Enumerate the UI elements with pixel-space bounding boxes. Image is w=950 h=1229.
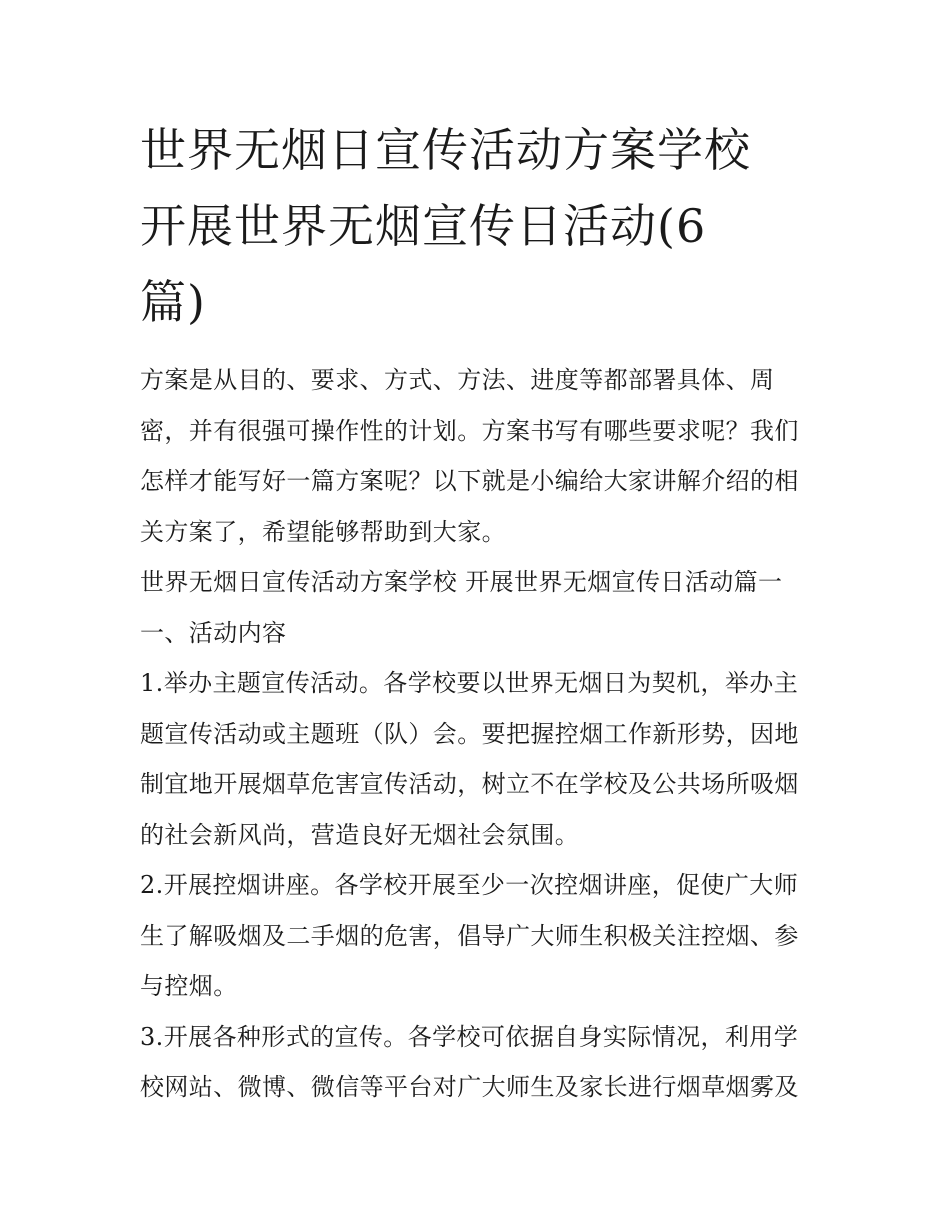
item-1-line-3: 制宜地开展烟草危害宣传活动，树立不在学校及公共场所吸烟 xyxy=(140,770,799,798)
title-line-2: 开展世界无烟宣传日活动(6 xyxy=(140,199,707,253)
title-line-3: 篇) xyxy=(140,275,206,329)
intro-line-3: 怎样才能写好一篇方案呢？以下就是小编给大家讲解介绍的相 xyxy=(140,467,799,495)
item-3-line-2: 校网站、微博、微信等平台对广大师生及家长进行烟草烟雾及 xyxy=(140,1073,799,1101)
intro-line-4: 关方案了，希望能够帮助到大家。 xyxy=(140,517,506,546)
item-2-line-1: 2.开展控烟讲座。各学校开展至少一次控烟讲座，促使广大师 xyxy=(140,871,799,899)
document-body xyxy=(140,355,820,1113)
item-2-line-3: 与控烟。 xyxy=(140,972,238,1000)
item-1-line-2: 题宣传活动或主题班（队）会。要把握控烟工作新形势，因地 xyxy=(140,719,799,748)
title-line-1: 世界无烟日宣传活动方案学校 xyxy=(140,123,751,177)
item-3-line-1: 3.开展各种形式的宣传。各学校可依据自身实际情况，利用学 xyxy=(140,1022,799,1051)
intro-line-1: 方案是从目的、要求、方式、方法、进度等都部署具体、周 xyxy=(140,366,775,394)
item-2-line-2: 生了解吸烟及二手烟的危害，倡导广大师生积极关注控烟、参 xyxy=(140,921,799,950)
subsection-heading: 一、活动内容 xyxy=(140,618,287,647)
document-title xyxy=(140,112,820,340)
intro-line-2: 密，并有很强可操作性的计划。方案书写有哪些要求呢？我们 xyxy=(140,416,799,445)
item-1-line-4: 的社会新风尚，营造良好无烟社会氛围。 xyxy=(140,820,580,849)
item-1-line-1: 1.举办主题宣传活动。各学校要以世界无烟日为契机，举办主 xyxy=(140,669,799,697)
section-heading: 世界无烟日宣传活动方案学校 开展世界无烟宣传日活动篇一 xyxy=(140,568,783,596)
